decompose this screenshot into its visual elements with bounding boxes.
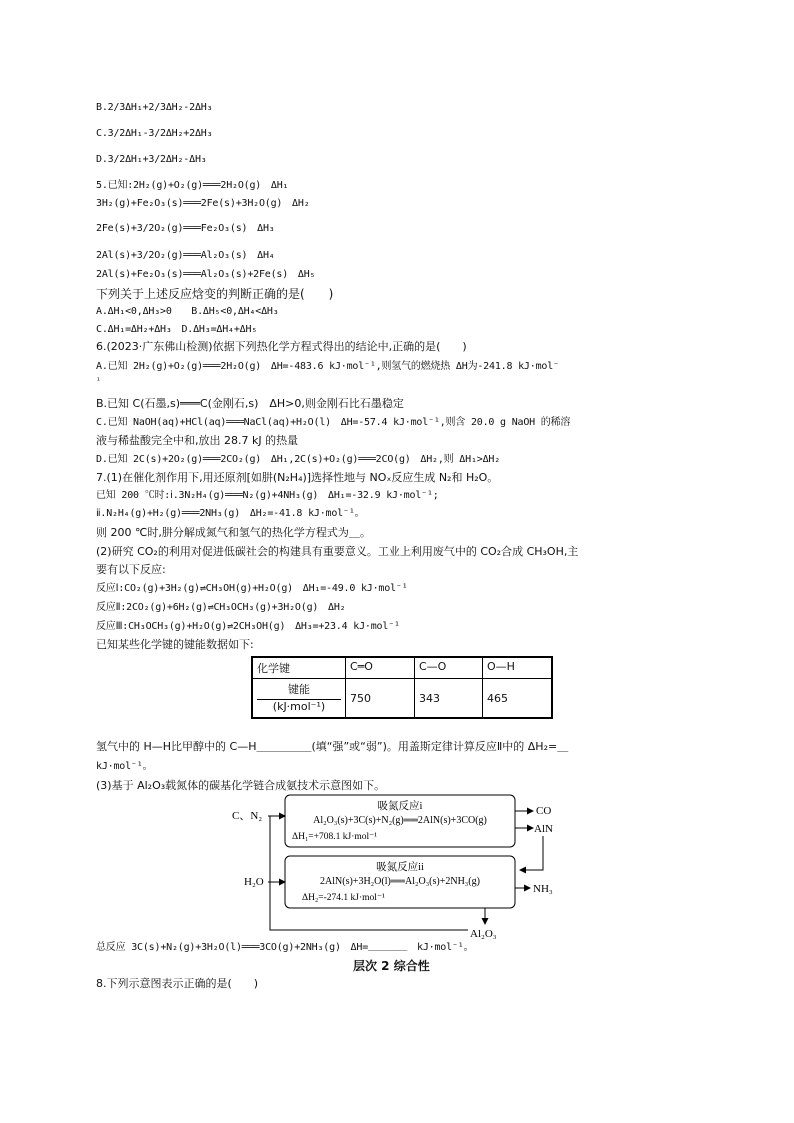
q7-given1: 已知 200 ℃时:ⅰ.3N₂H₄(g)═══N₂(g)+4NH₃(g) ΔH₁=-32.9 kJ·mol⁻¹; [96,490,439,501]
input-h2o: H₂O [244,876,264,888]
q7-part1: 7.(1)在催化剂作用下,用还原剂[如肼(N₂H₄)]选择性地与 NOₓ反应生成 N₂和 H₂O。 [96,471,499,484]
q5-eq2: 3H₂(g)+Fe₂O₃(s)═══2Fe(s)+3H₂O(g) ΔH₂ [96,198,310,209]
table-row-label-line: 键能 [288,683,310,696]
output-aln: AlN [534,823,553,835]
q6-option-d: D.已知 2C(s)+2O₂(g)═══2CO₂(g) ΔH₁,2C(s)+O₂(g)═══2CO(g) ΔH₂,则 ΔH₁>ΔH₂ [96,454,501,465]
bond-energy-table [251,656,553,719]
q6-option-c: C.已知 NaOH(aq)+HCl(aq)═══NaCl(aq)+H₂O(l) ΔH=-57.4 kJ·mol⁻¹,则含 20.0 g NaOH 的稀溶 [96,417,571,428]
q6-option-b: B.已知 C(石墨,s)═══C(金刚石,s) ΔH>0,则金刚石比石墨稳定 [96,397,404,410]
box2-title: 吸氮反应ii [376,862,424,873]
q5-stem: 5.已知:2H₂(g)+O₂(g)═══2H₂O(g) ΔH₁ [96,180,289,191]
ammonia-synthesis-diagram [230,792,570,940]
q5-question: 下列关于上述反应焓变的判断正确的是( ) [96,287,334,301]
q7-reaction-2: 反应Ⅱ:2CO₂(g)+6H₂(g)⇌CH₃OCH₃(g)+3H₂O(g) ΔH₂ [96,602,346,613]
input-c-n2: C、N₂ [232,810,263,822]
q6-option-a: A.已知 2H₂(g)+O₂(g)═══2H₂O(g) ΔH=-483.6 kJ·mol⁻¹,则氢气的燃烧热 ΔH为-241.8 kJ·mol⁻ [96,361,559,372]
q6-stem: 6.(2023·广东佛山检测)依据下列热化学方程式得出的结论中,正确的是( ) [96,340,467,353]
table-header-cell: C═O [346,657,415,679]
output-co: CO [536,805,552,817]
q7-total-reaction: 总反应 3C(s)+N₂(g)+3H₂O(l)═══3CO(g)+2NH₃(g) ΔH=＿＿＿＿ kJ·mol⁻¹。 [96,942,474,953]
option-b: B.2/3ΔH₁+2/3ΔH₂-2ΔH₃ [96,102,213,113]
q6-option-a-cont: ¹ [96,376,101,385]
table-cell: 465 [483,679,553,719]
arrow [520,836,543,870]
q7-ask1: 则 200 ℃时,肼分解成氮气和氢气的热化学方程式为＿。 [96,526,371,539]
q5-eq5: 2Al(s)+Fe₂O₃(s)═══Al₂O₃(s)+2Fe(s) ΔH₅ [96,269,316,280]
table-header-cell: O—H [483,657,553,679]
q6-option-c-cont: 液与稀盐酸完全中和,放出 28.7 kJ 的热量 [96,434,299,447]
q7-part3: (3)基于 Al₂O₃载氮体的碳基化学链合成氨技术示意图如下。 [96,779,386,792]
q7-reaction-3: 反应Ⅲ:CH₃OCH₃(g)+H₂O(g)⇌2CH₃OH(g) ΔH₃=+23.4 kJ·mol⁻¹ [96,621,400,632]
box2-dh: ΔH₂=-274.1 kJ·mol⁻¹ [302,893,385,903]
output-al2o3: Al₂O₃ [470,928,497,940]
option-d: D.3/2ΔH₁+3/2ΔH₂-ΔH₃ [96,154,207,165]
q5-options-cd: C.ΔH₁=ΔH₂+ΔH₃ D.ΔH₃=ΔH₄+ΔH₅ [96,324,258,335]
q7-part2-cont: 要有以下反应: [96,563,166,576]
box1-title: 吸氮反应i [377,801,423,812]
table-row-label [252,679,346,719]
q7-ask2: 氢气中的 H—H比甲醇中的 C—H＿＿＿＿＿(填“强”或“弱”)。用盖斯定律计算反应Ⅱ中的 ΔH₂=＿ [96,740,569,753]
q5-options-ab: A.ΔH₁<0,ΔH₃>0 B.ΔH₅<0,ΔH₄<ΔH₃ [96,306,279,317]
table-cell: 343 [415,679,483,719]
table-row [252,679,552,719]
box1-equation: Al₂O₃(s)+3C(s)+N₂(g)══2AlN(s)+3CO(g) [313,815,487,826]
table-row-label-unit: (kJ·mol⁻¹) [257,699,341,713]
output-nh3: NH₃ [533,883,553,895]
q8-stem: 8.下列示意图表示正确的是( ) [96,977,259,990]
box2-equation: 2AlN(s)+3H₂O(l)══Al₂O₃(s)+2NH₃(g) [320,876,480,887]
q5-eq3: 2Fe(s)+3/2O₂(g)═══Fe₂O₃(s) ΔH₃ [96,223,275,234]
section-level: 层次 2 综合性 [353,959,430,973]
q7-bond-intro: 已知某些化学键的键能数据如下: [96,638,254,651]
q7-reaction-1: 反应Ⅰ:CO₂(g)+3H₂(g)⇌CH₃OH(g)+H₂O(g) ΔH₁=-49.0 kJ·mol⁻¹ [96,583,408,594]
q7-part2: (2)研究 CO₂的利用对促进低碳社会的构建具有重要意义。工业上利用废气中的 CO₂合成 CH₃OH,主 [96,545,579,558]
table-cell: 750 [346,679,415,719]
q7-ask2-cont: kJ·mol⁻¹。 [96,761,153,772]
q7-given2: ⅱ.N₂H₄(g)+H₂(g)═══2NH₃(g) ΔH₂=-41.8 kJ·mol⁻¹。 [96,508,365,519]
box1-dh: ΔH₁=+708.1 kJ·mol⁻¹ [292,832,377,842]
option-c: C.3/2ΔH₁-3/2ΔH₂+2ΔH₃ [96,128,213,139]
table-header-cell: C—O [415,657,483,679]
q5-eq4: 2Al(s)+3/2O₂(g)═══Al₂O₃(s) ΔH₄ [96,250,275,261]
table-row [252,657,552,679]
table-header-cell: 化学键 [252,657,346,679]
